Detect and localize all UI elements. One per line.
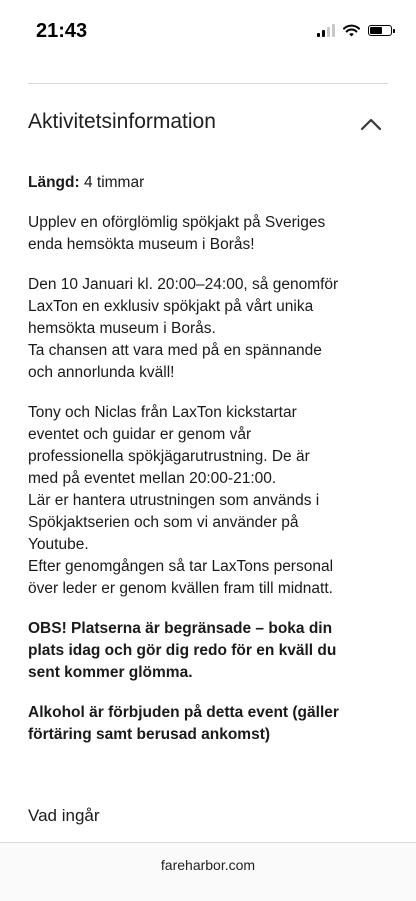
intro-paragraph (28, 212, 390, 256)
text-line: Den 10 Januari kl. 20:00–24:00, så genomför (28, 276, 339, 293)
section-title: Aktivitetsinformation (28, 110, 216, 133)
text-line: Upplev en oförglömlig spökjakt på Sveriges (28, 214, 326, 231)
text-line: Ta chansen att vara med på en spännande (28, 342, 322, 359)
text-line: eventet och guidar er genom vår (28, 426, 252, 443)
text-line: Alkohol är förbjuden på detta event (gäller (28, 704, 339, 721)
text-line: Spökjaktserien och som vi använder på (28, 514, 299, 531)
text-line: Efter genomgången så tar LaxTons personal (28, 558, 334, 575)
status-bar (0, 0, 416, 58)
text-line: professionella spökjägarutrustning. De är (28, 448, 310, 465)
section-divider (28, 83, 388, 84)
status-icons (317, 24, 392, 37)
date-paragraph (28, 274, 390, 384)
cellular-signal-icon (317, 24, 335, 37)
url-label[interactable]: fareharbor.com (160, 857, 256, 873)
section-header-activity-info[interactable] (28, 110, 388, 142)
text-line: OBS! Platserna är begränsade – boka din (28, 620, 333, 637)
alcohol-notice (28, 702, 390, 746)
text-line: sent kommer glömma. (28, 664, 193, 681)
text-line: och annorlunda kväll! (28, 364, 175, 381)
text-line: Tony och Niclas från LaxTon kickstartar (28, 404, 297, 421)
text-line: hemsökta museum i Borås. (28, 320, 216, 337)
text-line: plats idag och gör dig redo för en kväll du (28, 642, 337, 659)
length-label: Längd: (28, 174, 80, 191)
wifi-icon (343, 24, 360, 37)
text-line: över leder er genom kvällen fram till midnatt. (28, 580, 333, 597)
text-line: enda hemsökta museum i Borås! (28, 236, 255, 253)
hosts-paragraph (28, 402, 390, 600)
text-line: förtäring samt berusad ankomst) (28, 726, 271, 743)
text-line: Lär er hantera utrustningen som används i (28, 492, 320, 509)
battery-icon (368, 25, 392, 36)
obs-notice (28, 618, 390, 684)
activity-description (28, 172, 390, 764)
section-title-whats-included[interactable]: Vad ingår (28, 806, 100, 825)
status-time: 21:43 (36, 20, 88, 42)
text-line: LaxTon en exklusiv spökjakt på vårt unika (28, 298, 314, 315)
length-row (28, 172, 390, 194)
length-value: 4 timmar (79, 174, 145, 191)
text-line: med på eventet mellan 20:00-21:00. (28, 470, 277, 487)
text-line: Youtube. (28, 536, 89, 553)
chevron-up-icon[interactable] (360, 116, 382, 132)
browser-bottom-bar (0, 842, 416, 901)
